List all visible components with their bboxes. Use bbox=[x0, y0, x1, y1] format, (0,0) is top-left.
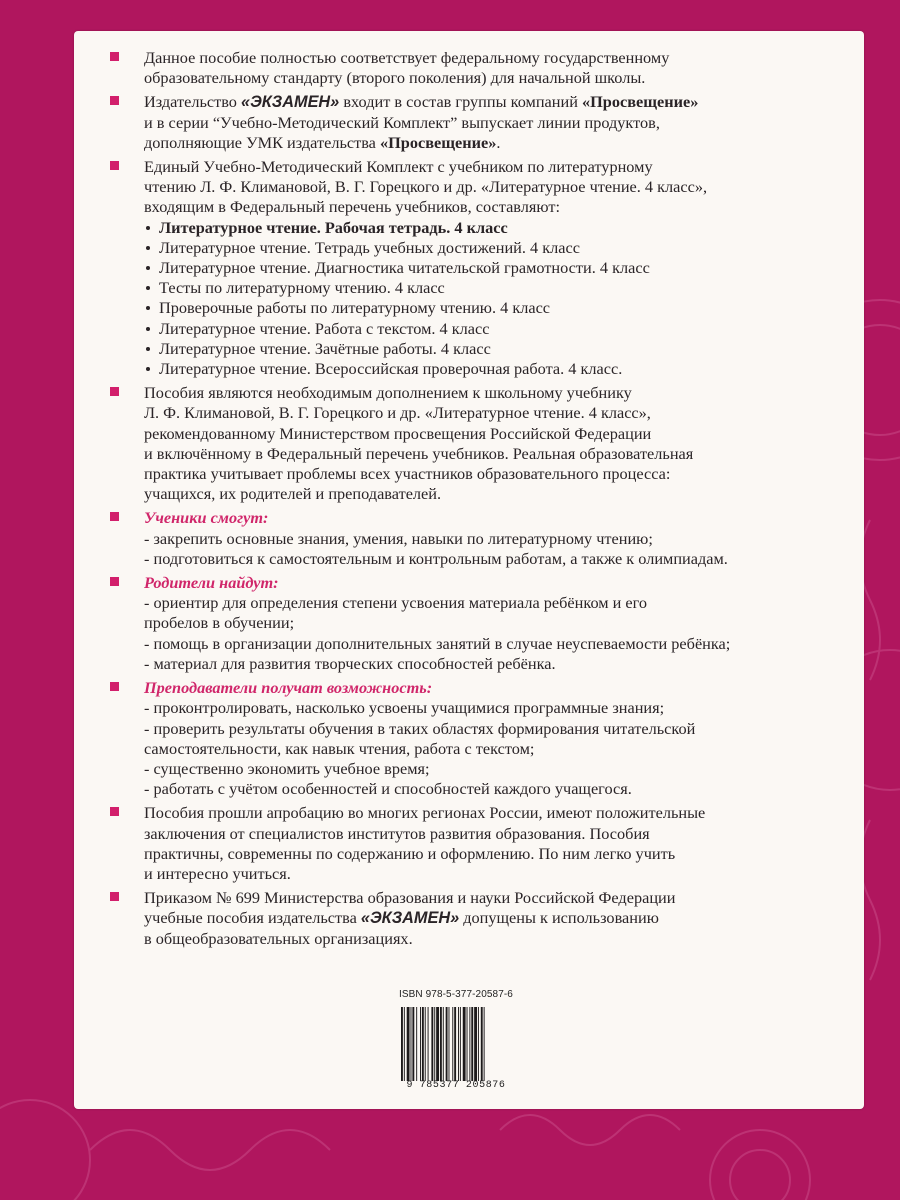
list-item: Проверочные работы по литературному чтению. 4 класс bbox=[144, 298, 844, 318]
section-heading: Преподаватели получат возможность: bbox=[144, 678, 433, 698]
text-line: практика учитывает проблемы всех участников образовательного процесса: bbox=[144, 464, 671, 484]
text-line bbox=[144, 92, 844, 112]
barcode-stripe bbox=[407, 1007, 410, 1081]
text-line: - подготовиться к самостоятельным и контрольным работам, а также к олимпиадам. bbox=[144, 548, 728, 568]
text-line: - ориентир для определения степени усвоения материала ребёнком и его bbox=[144, 593, 648, 613]
barcode-stripe bbox=[463, 1007, 466, 1081]
text-line: Приказом № 699 Министерства образования и науки Российской Федерации bbox=[144, 888, 676, 908]
list-item: Литературное чтение. Диагностика читательской грамотности. 4 класс bbox=[144, 258, 844, 278]
text-line: - существенно экономить учебное время; bbox=[144, 758, 430, 778]
text-line: в общеобразовательных организациях. bbox=[144, 928, 413, 948]
text-line: - проверить результаты обучения в таких областях формирования читательской bbox=[144, 718, 696, 738]
square-bullet-icon bbox=[110, 892, 119, 901]
list-item: Литературное чтение. Рабочая тетрадь. 4 класс bbox=[144, 218, 844, 238]
barcode-digits: 9 785377 205876 bbox=[406, 1080, 506, 1091]
barcode-stripe bbox=[412, 1007, 414, 1081]
text-line: Единый Учебно-Методический Комплект с учебником по литературному bbox=[144, 157, 653, 177]
publisher-name: «ЭКЗАМЕН» bbox=[360, 909, 460, 928]
paragraph-standard bbox=[104, 48, 844, 88]
text-line: - работать с учётом особенностей и способностей каждого учащегося. bbox=[144, 779, 632, 799]
text-fragment: . bbox=[496, 132, 501, 152]
text-line: - материал для развития творческих способностей ребёнка. bbox=[144, 653, 556, 673]
text-line: пробелов в обучении; bbox=[144, 613, 295, 633]
square-bullet-icon bbox=[110, 387, 119, 396]
square-bullet-icon bbox=[110, 96, 119, 105]
text-line: рекомендованному Министерством просвещения Российской Федерации bbox=[144, 423, 652, 443]
paragraph-approval bbox=[104, 803, 844, 884]
paragraph-order bbox=[104, 888, 844, 949]
barcode-stripe bbox=[469, 1007, 470, 1081]
group-name: «Просвещение» bbox=[581, 92, 699, 112]
text-fragment: допущены к использованию bbox=[459, 908, 659, 928]
isbn-barcode bbox=[396, 989, 516, 1103]
barcode-stripe bbox=[416, 1007, 417, 1081]
text-fragment: дополняющие УМК издательства bbox=[144, 132, 380, 152]
barcode-stripe bbox=[471, 1007, 473, 1081]
square-bullet-icon bbox=[110, 52, 119, 61]
list-item: Литературное чтение. Всероссийская проверочная работа. 4 класс. bbox=[144, 359, 844, 379]
barcode-bars-icon bbox=[398, 1007, 514, 1081]
list-item: Тесты по литературному чтению. 4 класс bbox=[144, 278, 844, 298]
barcode-stripe bbox=[484, 1007, 485, 1081]
text-line: Л. Ф. Климановой, В. Г. Горецкого и др. «Литературное чтение. 4 класс», bbox=[144, 403, 651, 423]
text-line: образовательному стандарту (второго поколения) для начальной школы. bbox=[144, 68, 646, 88]
barcode-stripe bbox=[436, 1007, 439, 1081]
section-heading: Родители найдут: bbox=[144, 573, 279, 593]
list-item: Литературное чтение. Зачётные работы. 4 класс bbox=[144, 339, 844, 359]
text-line bbox=[144, 133, 844, 153]
barcode-stripe bbox=[481, 1007, 483, 1081]
text-line: - помощь в организации дополнительных занятий в случае неуспеваемости ребёнка; bbox=[144, 633, 731, 653]
barcode-stripe bbox=[425, 1007, 426, 1081]
barcode-stripe bbox=[401, 1007, 403, 1081]
section-parents bbox=[104, 573, 844, 674]
square-bullet-icon bbox=[110, 161, 119, 170]
text-line: чтению Л. Ф. Климановой, В. Г. Горецкого и др. «Литературное чтение. 4 класс», bbox=[144, 177, 708, 197]
barcode-stripe bbox=[460, 1007, 461, 1081]
publisher-name: «ЭКЗАМЕН» bbox=[241, 93, 340, 112]
umk-product-list bbox=[144, 218, 844, 380]
text-fragment: Издательство bbox=[144, 92, 242, 112]
paragraph-umk bbox=[104, 157, 844, 379]
text-line bbox=[144, 908, 844, 928]
text-line: входящим в Федеральный перечень учебников, составляют: bbox=[144, 197, 560, 217]
barcode-stripe bbox=[411, 1007, 412, 1081]
text-line: и в серии “Учебно-Методический Комплект” выпускает линии продуктов, bbox=[144, 112, 660, 132]
barcode-stripe bbox=[420, 1007, 421, 1081]
text-line: - закрепить основные знания, умения, навыки по литературному чтению; bbox=[144, 528, 653, 548]
square-bullet-icon bbox=[110, 682, 119, 691]
text-line: и включённому в Федеральный перечень учебников. Реальная образовательная bbox=[144, 443, 694, 463]
text-line: практичны, современны по содержанию и оформлению. По ним легко учить bbox=[144, 843, 676, 863]
barcode-stripe bbox=[454, 1007, 456, 1081]
barcode-stripe bbox=[422, 1007, 424, 1081]
section-teachers bbox=[104, 678, 844, 799]
list-item: Литературное чтение. Тетрадь учебных достижений. 4 класс bbox=[144, 238, 844, 258]
text-fragment: входит в состав группы компаний bbox=[339, 92, 582, 112]
text-line: самостоятельности, как навык чтения, работа с текстом; bbox=[144, 738, 535, 758]
barcode-stripe bbox=[467, 1007, 468, 1081]
barcode-stripe bbox=[478, 1007, 479, 1081]
barcode-stripe bbox=[458, 1007, 459, 1081]
list-item: Литературное чтение. Работа с текстом. 4 класс bbox=[144, 319, 844, 339]
barcode-stripe bbox=[434, 1007, 435, 1081]
barcode-stripe bbox=[440, 1007, 442, 1081]
barcode-stripe bbox=[452, 1007, 453, 1081]
text-line: - проконтролировать, насколько усвоены учащимися программные знания; bbox=[144, 698, 665, 718]
text-line: Данное пособие полностью соответствует федеральному государственному bbox=[144, 48, 670, 67]
text-line: заключения от специалистов институтов развития образования. Пособия bbox=[144, 823, 650, 843]
text-line: Пособия прошли апробацию во многих регионах России, имеют положительные bbox=[144, 803, 706, 823]
barcode-stripe bbox=[449, 1007, 450, 1081]
section-students bbox=[104, 508, 844, 569]
paragraph-supplement bbox=[104, 383, 844, 504]
barcode-stripe bbox=[446, 1007, 448, 1081]
square-bullet-icon bbox=[110, 512, 119, 521]
barcode-stripe bbox=[428, 1007, 429, 1081]
barcode-stripe bbox=[474, 1007, 477, 1081]
isbn-number: ISBN 978-5-377-20587-6 bbox=[399, 989, 513, 1000]
square-bullet-icon bbox=[110, 577, 119, 586]
square-bullet-icon bbox=[110, 807, 119, 816]
barcode-stripe bbox=[431, 1007, 433, 1081]
text-line: учащихся, их родителей и преподавателей. bbox=[144, 484, 442, 504]
text-line: и интересно учиться. bbox=[144, 863, 291, 883]
back-cover-text bbox=[104, 48, 844, 949]
text-fragment: учебные пособия издательства bbox=[144, 908, 361, 928]
paragraph-publisher bbox=[104, 92, 844, 153]
section-heading: Ученики смогут: bbox=[144, 508, 269, 528]
barcode-stripe bbox=[404, 1007, 405, 1081]
text-line: Пособия являются необходимым дополнением к школьному учебнику bbox=[144, 383, 632, 403]
group-name: «Просвещение» bbox=[379, 132, 497, 152]
barcode-stripe bbox=[443, 1007, 444, 1081]
